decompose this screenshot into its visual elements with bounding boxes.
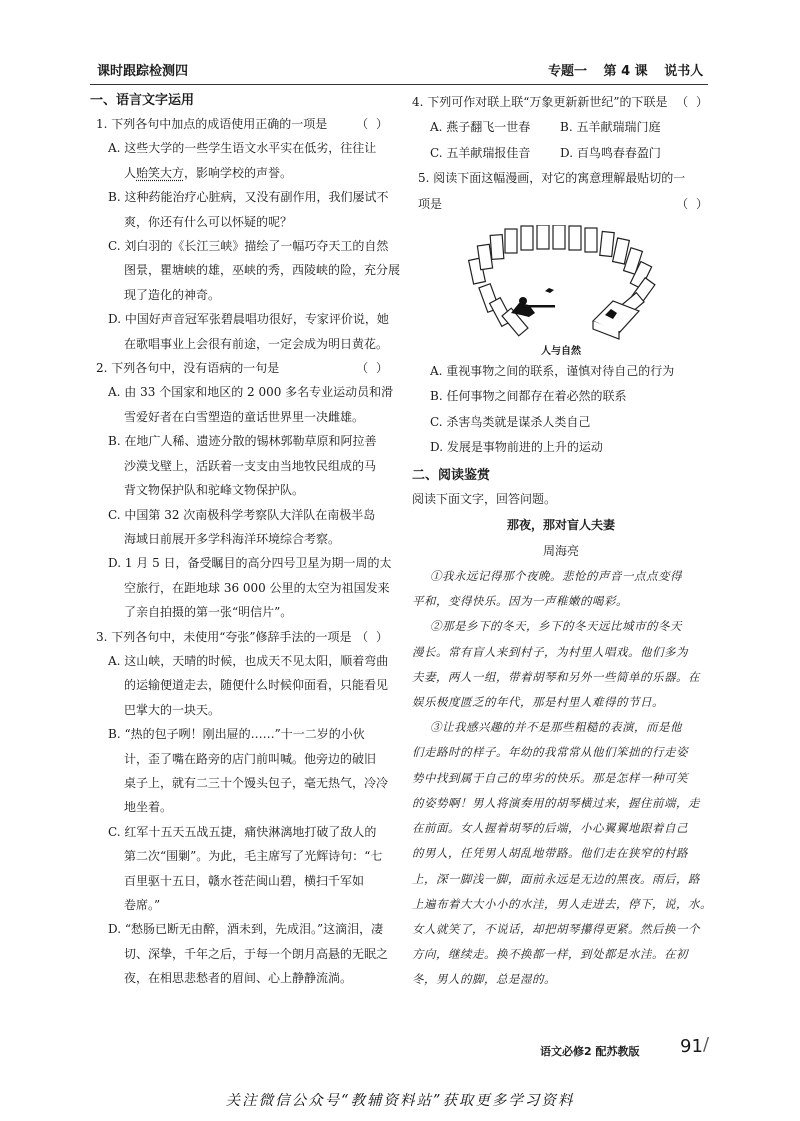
essay-line: 上遍布着大大小小的水洼，男人走进去，停下，说，水。 bbox=[412, 896, 712, 911]
header-lesson-name: 说书人 bbox=[664, 64, 704, 79]
option-a: A. 由 33 个国家和地区的 2 000 多名专业运动员和滑 bbox=[108, 385, 394, 400]
option-b-cont: 地坐着。 bbox=[124, 800, 173, 815]
question-stem: 3. 下列各句中，未使用“夸张”修辞手法的一项是 （ ） bbox=[96, 629, 390, 644]
essay-line: 的姿势啊！男人将演奏用的胡琴横过来，握住前端，走 bbox=[412, 795, 700, 810]
option-c: C. 刘白羽的《长江三峡》描绘了一幅巧夺天工的自然 bbox=[108, 239, 389, 254]
essay-line: ③让我感兴趣的并不是那些粗糙的表演，而是他 bbox=[430, 720, 682, 735]
option-c-cont: 第二次“围剿”。为此，毛主席写了光辉诗句：“七 bbox=[124, 849, 383, 864]
section-heading-reading: 二、阅读鉴赏 bbox=[412, 467, 491, 483]
essay-line: 夫妻，两人一组，带着胡琴和另外一些简单的乐器。在 bbox=[412, 669, 700, 684]
right-column bbox=[412, 90, 710, 993]
option-c: C. 中国第 32 次南极科学考察队大洋队在南极半岛 bbox=[108, 507, 376, 522]
option-a: A. 重视事物之间的联系，谨慎对待自己的行为 bbox=[430, 364, 675, 379]
option-d: D. 1 月 5 日，备受瞩目的高分四号卫星为期一周的太 bbox=[108, 556, 392, 571]
essay-line: 方向，继续走。换不换都一样，到处都是水洼。在初 bbox=[412, 947, 688, 962]
option-b-cont: 爽，你还有什么可以怀疑的呢？ bbox=[124, 214, 293, 229]
section-heading-language: 一、语言文字运用 bbox=[90, 93, 195, 108]
option-c-cont: 图景，瞿塘峡的雄，巫峡的秀，西陵峡的险，充分展 bbox=[124, 263, 401, 278]
option-d: D. 发展是事物前进的上升的运动 bbox=[430, 440, 603, 455]
essay-line: 的男人，任凭男人胡乱地带路。他们走在狭窄的村路 bbox=[412, 846, 688, 861]
question-1 bbox=[90, 112, 401, 356]
header-lesson bbox=[548, 60, 715, 79]
book-label: 语文必修2 配苏教版 bbox=[540, 1045, 640, 1058]
option-c: C. 五羊献瑞报佳音 bbox=[430, 145, 531, 160]
option-c: C. 杀害鸟类就是谋杀人类自己 bbox=[430, 414, 591, 429]
option-b: B. 五羊献瑞瑞门庭 bbox=[560, 120, 661, 135]
option-b-cont: 背文物保护队和驼峰文物保护队。 bbox=[124, 483, 305, 498]
header-title: 课时跟踪检测四 bbox=[97, 64, 189, 79]
question-5 bbox=[412, 166, 710, 460]
option-a-cont: 人贻笑大方，影响学校的声誉。 bbox=[124, 165, 293, 180]
header-rule bbox=[90, 84, 708, 85]
option-b-cont: 计，歪了嘴在路旁的店门前叫喊。他旁边的破旧 bbox=[124, 751, 377, 766]
option-b: B. 任何事物之间都存在着必然的联系 bbox=[430, 389, 627, 404]
handwritten-watermark: 关注微信公众号“教辅资料站”获取更多学习资料 bbox=[225, 1093, 575, 1109]
essay-line: 势中找到属于自己的卑劣的快乐。那是怎样一种可笑 bbox=[412, 770, 688, 785]
domino-circle-illustration bbox=[465, 225, 665, 343]
option-a: A. 这山峡，天晴的时候，也成天不见太阳，顺着弯曲 bbox=[108, 653, 389, 668]
essay-line: 平和，变得快乐。因为一声稚嫩的喝彩。 bbox=[412, 594, 628, 609]
option-c: C. 红军十五天五战五捷，痛快淋漓地打破了敌人的 bbox=[108, 824, 377, 839]
dotted-idiom: 贻笑大方 bbox=[136, 165, 185, 180]
option-b-cont: 桌子上，就有二三十个馒头包子，毫无热气，冷冷 bbox=[124, 775, 389, 790]
option-d: D. 百鸟鸣春春盈门 bbox=[560, 145, 661, 160]
question-stem-cont: 项是 （ ） bbox=[418, 196, 710, 211]
question-stem: 4. 下列可作对联上联“万象更新新世纪”的下联是 （ ） bbox=[412, 95, 710, 109]
essay-line: 女人就笑了，不说话，却把胡琴攥得更紧。然后换一个 bbox=[412, 921, 700, 936]
option-a: A. 这些大学的一些学生语文水平实在低劣，往往让 bbox=[108, 141, 377, 156]
option-c-cont: 海域日前展开多学科海洋环境综合考察。 bbox=[124, 531, 341, 546]
option-d-cont: 了亲自拍摄的第一张“明信片”。 bbox=[124, 605, 293, 620]
option-c-cont: 百里驱十五日，赣水苍茫闽山碧，横扫千军如 bbox=[124, 873, 365, 888]
essay-line: 在前面。女人握着胡琴的后端，小心翼翼地跟着自己 bbox=[412, 821, 688, 836]
essay-line: 上，深一脚浅一脚，面前永远是无边的黑夜。雨后，路 bbox=[412, 871, 700, 886]
essay-line: 们走路时的样子。年幼的我常常从他们笨拙的行走姿 bbox=[412, 745, 688, 760]
header-topic: 专题一 bbox=[548, 64, 588, 79]
option-b: B. “热的包子咧！刚出屉的……”十一二岁的小伙 bbox=[108, 727, 365, 742]
option-b-cont: 沙漠戈壁上，活跃着一支支由当地牧民组成的马 bbox=[124, 458, 377, 473]
option-d-cont: 空旅行，在距地球 36 000 公里的太空为祖国发来 bbox=[124, 580, 390, 595]
option-a-cont: 巴掌大的一块天。 bbox=[124, 702, 221, 717]
option-a-cont: 的运输便道走去，随便什么时候仰面看，只能看见 bbox=[124, 678, 389, 693]
header-lesson-number: 第 4 课 bbox=[603, 64, 648, 79]
left-column bbox=[90, 90, 401, 991]
option-d-cont: 切、深挚，千年之后，于每一个朗月高悬的无眠之 bbox=[124, 946, 389, 961]
page-number: 91 bbox=[680, 1036, 703, 1057]
essay-line: 冬，男人的脚，总是湿的。 bbox=[412, 972, 556, 987]
option-d: D. 中国好声音冠军张碧晨唱功很好，专家评价说，她 bbox=[108, 312, 389, 327]
question-stem: 2. 下列各句中，没有语病的一句是 （ ） bbox=[96, 361, 390, 376]
essay-line: ②那是乡下的冬天，乡下的冬天远比城市的冬天 bbox=[430, 619, 682, 634]
page-slash: / bbox=[703, 1034, 710, 1055]
essay-line: ①我永远记得那个夜晚。悲怆的声音一点点变得 bbox=[430, 569, 682, 584]
option-d-cont: 在歌唱事业上会很有前途，一定会成为明日黄花。 bbox=[124, 336, 389, 351]
cartoon-caption: 人与自然 bbox=[541, 346, 581, 358]
option-b: B. 这种药能治疗心脏病，又没有副作用，我们屡试不 bbox=[108, 190, 389, 205]
reading-instruction: 阅读下面文字，回答问题。 bbox=[412, 491, 557, 506]
option-c-cont: 卷席。” bbox=[124, 898, 161, 912]
option-grid bbox=[412, 115, 710, 166]
option-a: A. 燕子翻飞一世春 bbox=[430, 120, 531, 135]
option-a-cont: 雪爱好者在白雪塑造的童话世界里一决雌雄。 bbox=[124, 409, 365, 424]
option-d: D. “愁肠已断无由醉，酒未到，先成泪。”这滴泪，凄 bbox=[108, 922, 384, 937]
question-stem: 1. 下列各句中加点的成语使用正确的一项是 （ ） bbox=[96, 117, 390, 131]
cartoon-domino-circle bbox=[465, 225, 665, 343]
option-d-cont: 夜，在相思悲愁者的眉间、心上静静流淌。 bbox=[124, 971, 353, 986]
question-stem: 5. 阅读下面这幅漫画，对它的寓意理解最贴切的一 bbox=[418, 171, 686, 186]
option-b: B. 在地广人稀、遗迹分散的锡林郭勒草原和阿拉善 bbox=[108, 434, 377, 449]
question-2 bbox=[90, 356, 394, 624]
essay-line: 漫长。常有盲人来到村子，为村里人唱戏。他们多为 bbox=[412, 644, 688, 659]
question-4 bbox=[412, 90, 710, 166]
essay-title: 那夜，那对盲人夫妻 bbox=[506, 518, 615, 533]
essay-author: 周海亮 bbox=[542, 544, 579, 559]
option-c-cont: 现了造化的神奇。 bbox=[124, 287, 221, 302]
essay-line: 娱乐极度匮乏的年代，那是村里人难得的节日。 bbox=[412, 695, 664, 710]
question-3 bbox=[90, 625, 390, 991]
essay-body bbox=[412, 564, 710, 992]
